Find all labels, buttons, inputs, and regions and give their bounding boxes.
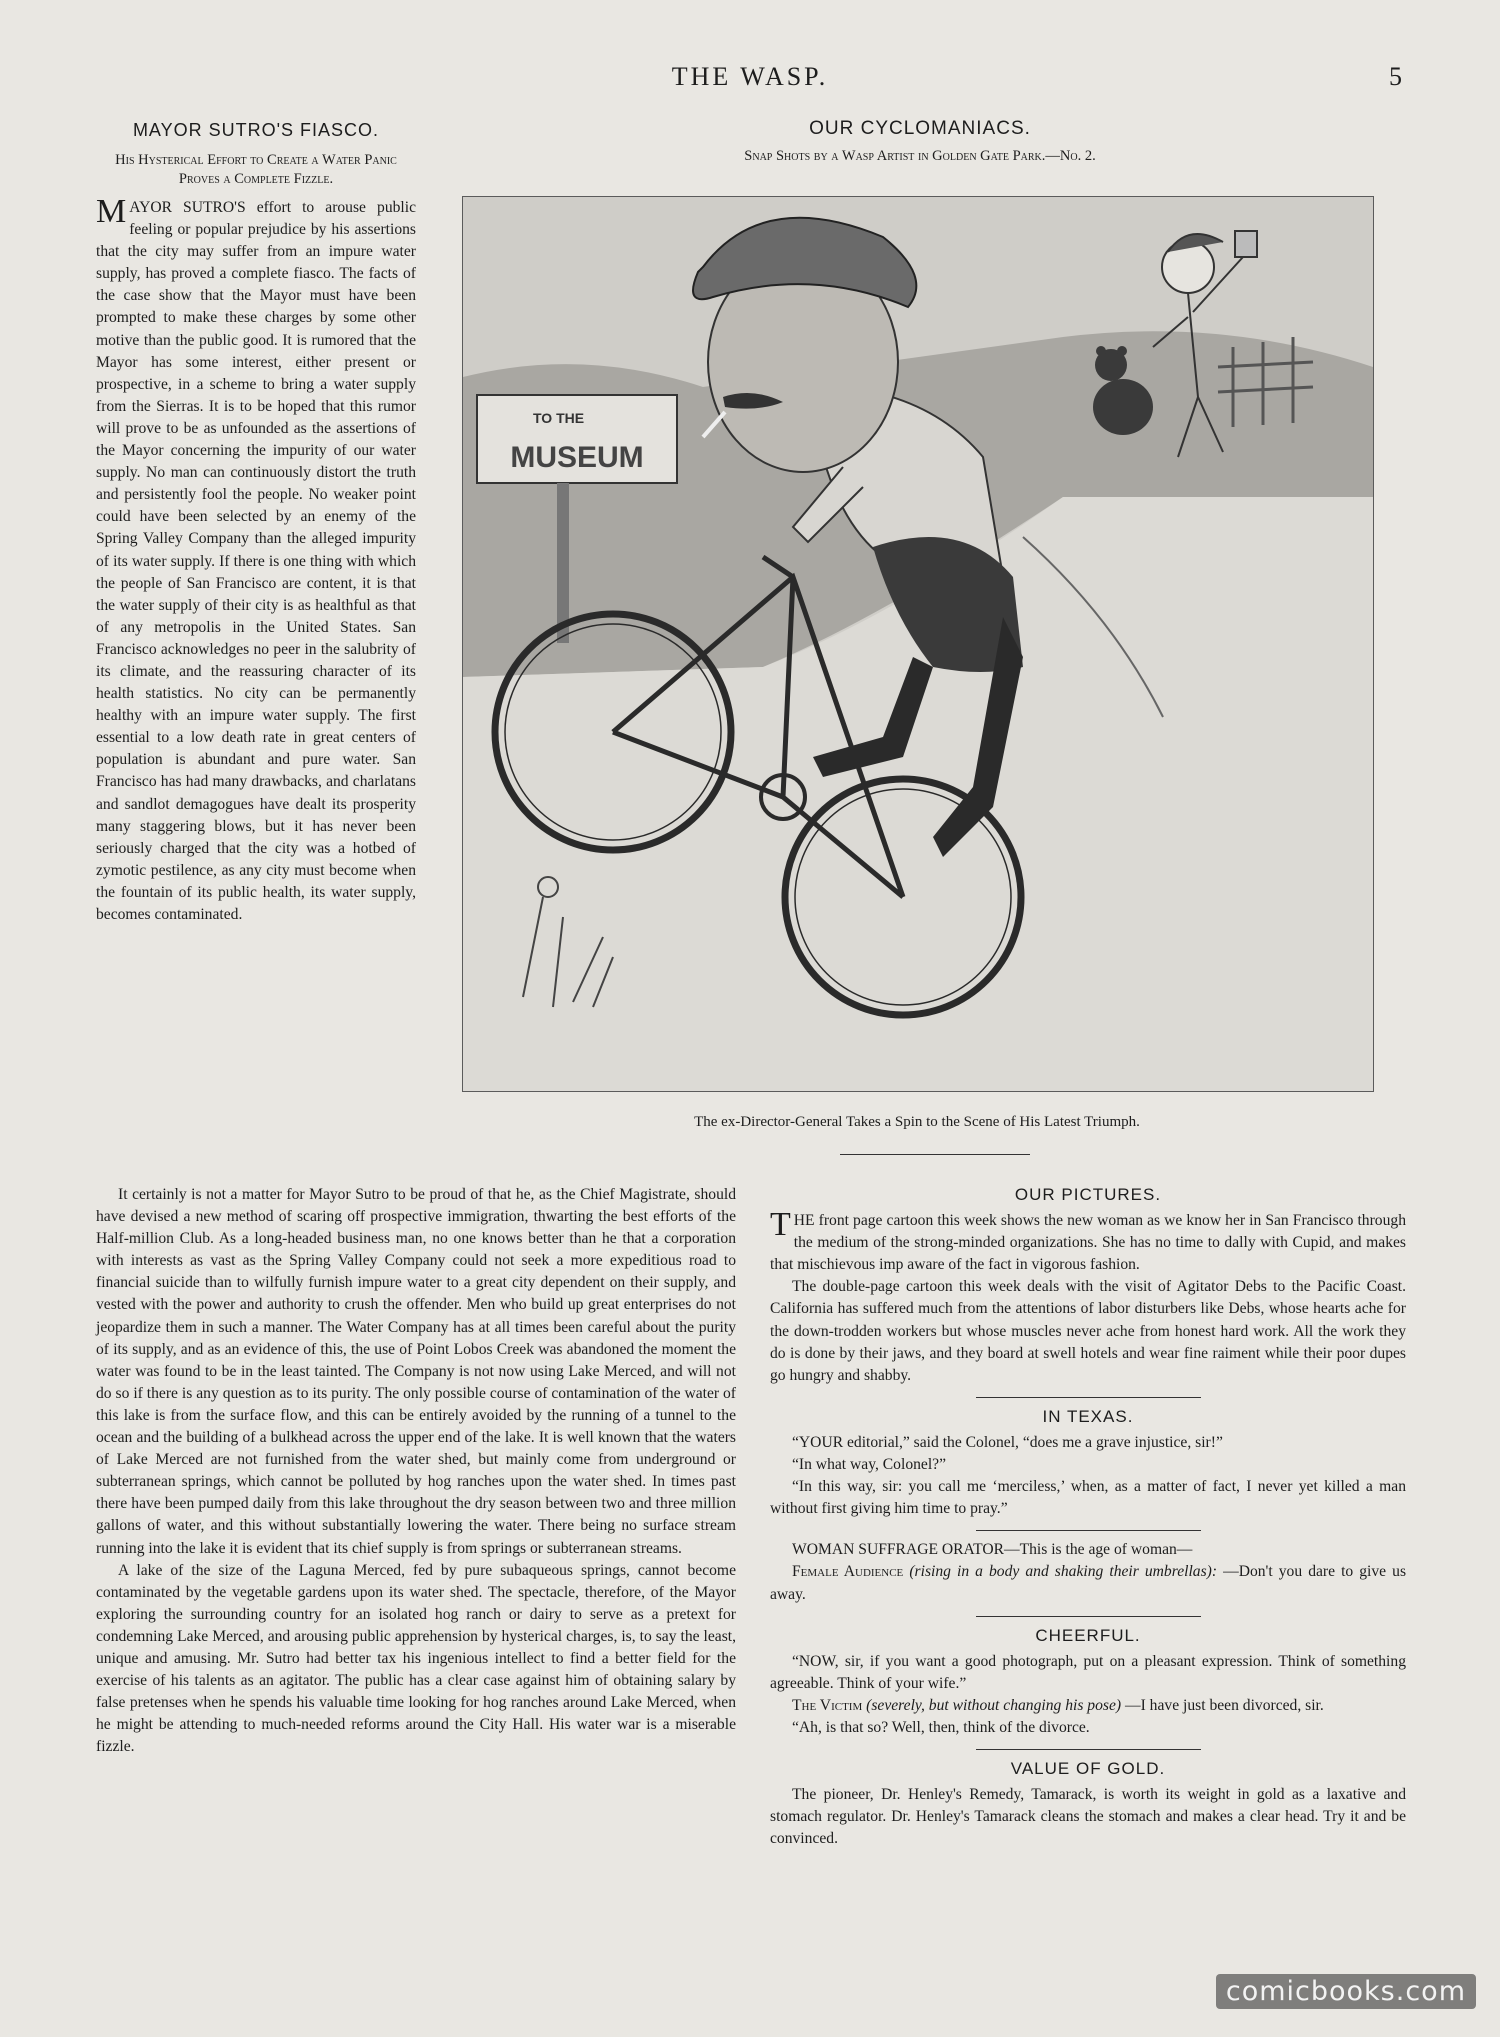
sutro-article-wide — [96, 1184, 736, 1758]
cheerful-direction: (severely, but without changing his pose) — [866, 1696, 1122, 1714]
suffrage-speaker: Female Audience — [792, 1563, 904, 1581]
suffrage-direction: (rising in a body and shaking their umbrellas): — [909, 1563, 1218, 1581]
masthead: THE WASP. — [671, 62, 829, 91]
suffrage-line-1: WOMAN SUFFRAGE ORATOR—This is the age of woman— — [792, 1541, 1193, 1559]
sign-museum-text: MUSEUM — [510, 441, 644, 474]
in-texas-line-2: “In what way, Colonel?” — [792, 1456, 947, 1474]
sutro-paragraph-2: It certainly is not a matter for Mayor Sutro to be proud of that he, as the Chief Magistrate, should have devised a new method of scaring off prospective immigration, thwarting the best efforts of the Half-million Club. As a long-headed business man, no one knows better than he that a corporation with interests as vast as the Spring Valley Company could not seek a more expeditious road to financial suicide than to wilfully furnish impure water to a great city dependent on their supply, and vested with the power and authority to crush the offender. Men who build up great enterprises do not jeopardize them in such a manner. The Water Company has at all times been careful about the purity of its supply, and as an evidence of this, the use of Point Lobos Creek was abandoned the moment the water was found to be in the least tainted. The Company is not now using Lake Merced, and will not do so if there is any question as to its purity. The only possible course of contamination of the water of this lake is from the surface flow, and this can be entirely avoided by the running of a tunnel to the ocean and the building of a bulkhead across the upper end of the lake. It is well known that the waters of Lake Merced are not furnished from the water shed, but mainly come from underground or subterranean springs, which cannot be polluted by hog ranches upon the water shed. In times past there have been pumped daily from this lake throughout the dry season between two and three million gallons of water, and this without substantially lowering the water. There being no surface stream running into the lake it is evident that its chief supply is from springs or subterranean streams. — [96, 1186, 736, 1557]
section-divider — [976, 1749, 1201, 1750]
section-divider — [976, 1530, 1201, 1531]
page-number: 5 — [1389, 62, 1402, 91]
our-pictures-p1: THE front page cartoon this week shows the new woman as we know her in San Francisco through the medium of the strong-minded organizations. She has no time to dally with Cupid, and makes that mischievous imp aware of the fact in vigorous fashion. — [770, 1206, 1406, 1274]
in-texas-line-3: “In this way, sir: you call me ‘merciless,’ when, as a matter of fact, I never yet killed a man without first giving him time to pray.” — [770, 1478, 1406, 1518]
right-column — [770, 1178, 1406, 1850]
suffrage-line-2 — [770, 1561, 1406, 1605]
cheerful-title: CHEERFUL. — [1035, 1625, 1141, 1645]
cyclomaniacs-subtitle: Snap Shots by a Wasp Artist in Golden Gate Park.—No. 2. — [744, 148, 1096, 164]
caption-divider — [840, 1154, 1030, 1155]
our-pictures-p2: The double-page cartoon this week deals with the visit of Agitator Debs to the Pacific Coast. California has suffered much from the attentions of labor disturbers like Debs, whose hearts ache for the down-trodden workers but whose muscles never ache from honest hard work. All the work they do is done by their jaws, and they board at swell hotels and wear fine raiment while their poor dupes go hungry and shabby. — [770, 1278, 1406, 1384]
cheerful-line-1: “NOW, sir, if you want a good photograph, put on a pleasant expression. Think of something agreeable. Think of your wife.” — [770, 1652, 1406, 1692]
watermark-logo: comicbooks.com — [1216, 1974, 1476, 2009]
illustration-caption: The ex-Director-General Takes a Spin to the Scene of His Latest Triumph. — [694, 1114, 1140, 1130]
sutro-paragraph-3: A lake of the size of the Laguna Merced, fed by pure subaqueous springs, cannot become contaminated by the vegetable gardens upon its water shed. The spectacle, therefore, of the Mayor exploring the surrounding country for an isolated hog ranch or dairy to serve as a pretext for condemning Lake Merced, and arousing public apprehension by hysterical charges, is, to say the least, unique and amusing. Mr. Sutro had better tax his ingenious intellect to find a better field for the exercise of his talents as an agitator. The public has a clear case against him of obtaining salary by false pretenses when he spends his valuable time looking for hog ranches around Lake Merced, when he might be attending to much-needed reforms around the City Hall. His water war is a miserable fizzle. — [96, 1561, 736, 1756]
in-texas-line-1: “YOUR editorial,” said the Colonel, “does me a grave injustice, sir!” — [792, 1433, 1223, 1451]
cheerful-line-3: “Ah, is that so? Well, then, think of the divorce. — [792, 1718, 1090, 1736]
sign-small-text: TO THE — [533, 410, 585, 426]
sutro-narrow-text: MAYOR SUTRO'S effort to arouse public feeling or popular prejudice by his assertions that the city may suffer from an impure water supply, has proved a complete fiasco. The facts of the case show that the Mayor must have been prompted to make these charges by some other motive than the public good. It is rumored that the Mayor has some interest, either present or prospective, in a scheme to bring a water supply from the Sierras. It is to be hoped that this rumor will prove to be as unfounded as the assertions of the Mayor concerning the impurity of our water supply. No man can continuously distort the truth and persistently fool the people. No weaker point could have been selected by an enemy of the Spring Valley Company than the alleged impurity of its water supply. If there is one thing with which the people of San Francisco are content, it is that the water supply of their city is as healthful as that of any metropolis in the United States. San Francisco acknowledges no peer in the salubrity of its climate, and the reassuring character of its health statistics. No city can be permanently healthy with an impure water supply. The first essential to a low death rate in great centers of population is abundant and pure water. San Francisco has had many drawbacks, and charlatans and sandlot demagogues have dealt its prosperity many staggering blows, but it has never been seriously charged that the city was a hotbed of zymotic pestilence, as any city must become when the fountain of its public health, its water supply, becomes contaminated. — [96, 193, 416, 923]
cheerful-line-2 — [770, 1695, 1406, 1717]
sutro-article-narrow — [96, 120, 416, 926]
section-divider — [976, 1397, 1201, 1398]
cyclomaniacs-title: OUR CYCLOMANIACS. — [809, 118, 1031, 139]
cheerful-speaker: The Victim — [792, 1696, 863, 1714]
in-texas-title: IN TEXAS. — [1042, 1406, 1134, 1426]
cheerful-reply: —I have just been divorced, sir. — [1125, 1696, 1324, 1714]
sutro-subtitle: His Hysterical Effort to Create a Water Panic Proves a Complete Fizzle. — [115, 152, 397, 187]
cyclomaniacs-header — [460, 118, 1380, 165]
suffrage-reply: —Don't you dare to give us away. — [770, 1563, 1407, 1603]
section-divider — [976, 1616, 1201, 1617]
cartoon-illustration — [462, 196, 1374, 1092]
value-of-gold-text: The pioneer, Dr. Henley's Remedy, Tamarack, is worth its weight in gold as a laxative and stomach regulator. Dr. Henley's Tamarack cleans the stomach and makes a clear head. Try it and be convinced. — [770, 1786, 1406, 1848]
sutro-title: MAYOR SUTRO'S FIASCO. — [132, 120, 380, 140]
our-pictures-title: OUR PICTURES. — [1014, 1185, 1162, 1204]
value-of-gold-title: VALUE OF GOLD. — [1010, 1759, 1166, 1779]
